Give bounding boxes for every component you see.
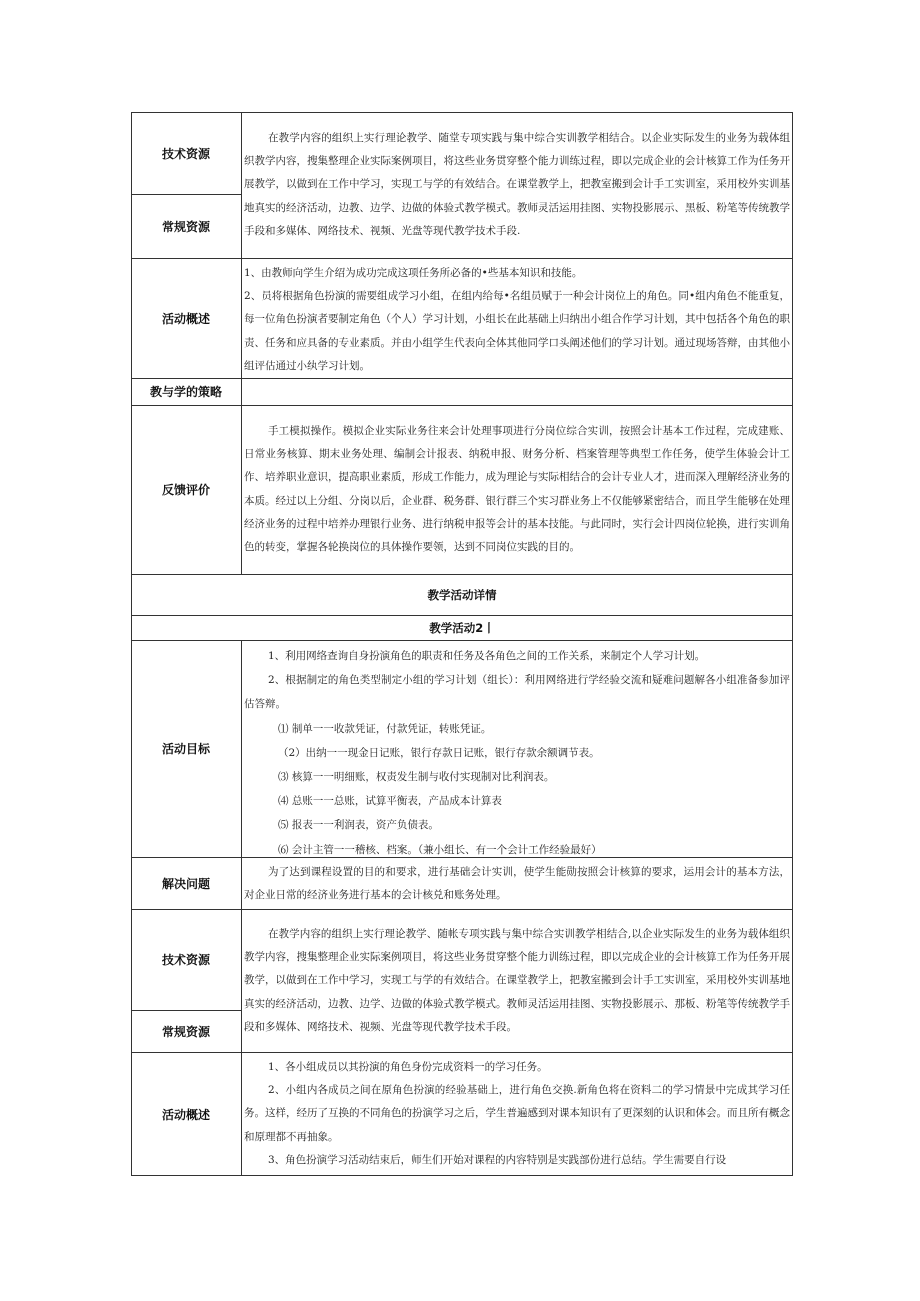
label-activity-overview: 活动概述 <box>161 311 210 326</box>
overview-item: 1、各小组成员以其扮演的角色身份完成资料一的学习任务。 <box>268 1061 548 1073</box>
overview-item: 3、角色扮演学习活动结束后，师生们开始对课程的内容特别是实践部份进行总结。学生需要自行设 <box>268 1153 727 1166</box>
solve-problem-text: 为了达到课程设置的目的和要求，进行基础会计实训，使学生能勋按照会计核算的要求，运用会计的基本方法，对企业日常的经济业务进行基本的会计核兑和账务处理。 <box>244 866 790 902</box>
resources-text: 在教学内容的组织上实行理论教学、随堂专项实践与集中综合实训教学相结合。以企业实际发生的业务为载体组织教学内容，搜集整理企业实际案例项目，将这些业务贯穿整个能力训练过程，即以完成企业的会计核算工作为任务开展教学，以做到在工作中学习，实现工与学的有效结合。在课堂教学上，把教室搬到会计手工实训室，采用校外实训基地真实的经济活动，边教、边学、边做的体验式教学模式。教师灵活运用挂图、实物投影展示、黑板、粉笔等传统教学手段和多媒体、网络技术、视频、光盘等现代教学技术手段. <box>244 132 790 237</box>
activity-goal-text <box>242 644 793 862</box>
activity-overview-text <box>242 262 793 378</box>
label-conventional-resources: 常规资源 <box>161 219 210 234</box>
goal-subitem: （2）出纳一一现金日记账，银行存款日记账，银行存款余额调节表。 <box>278 746 600 759</box>
overview-item: 1、由教师向学生介绍为成功完成这项任务所必备的•些基本知识和技能。 <box>244 267 583 279</box>
goal-item: 1、利用网络查询自身扮演角色的职责和任务及各角色之间的工作关系，来制定个人学习计划。 <box>268 650 706 662</box>
details-title: 教学活动详情 <box>427 587 497 602</box>
goal-subitem: ⑶ 核算一一明细账，权责发生制与收付实现制对比利润表。 <box>278 771 555 784</box>
label-solve-problem: 解决问题 <box>161 876 210 891</box>
resources-text-2: 在教学内容的组织上实行理论教学、随帐专项实践与集中综合实训教学相结合,以企业实际发生的业务为载体组织教学内容，搜集整理企业实际案例项目，将这些业务贯穿整个能力训练过程，即以完成企业的会计核算工作为任务开展教学，以做到在工作中学习，实现工与学的有效结合。在课堂教学上，把教室搬到会计手工实训室，采用校外实训基地真实的经济活动，边教、边学、边做的体验式教学模式。教师灵活运用挂图、实物投影展示、那板、粉笔等传统教学手段和多媒体、网络技术、视频、光盘等现代教学技术手段。 <box>244 928 790 1033</box>
activity2-title: 教学活动2丨 <box>429 620 495 635</box>
activity-overview-text-2 <box>242 1056 793 1172</box>
lesson-table <box>131 112 793 1176</box>
goal-subitem: ⑴ 制单一一收款凭证，付款凭证，转账凭证。 <box>278 722 492 735</box>
label-activity-goal: 活动目标 <box>161 742 210 756</box>
overview-item: 2、小组内各成员之间在原角色扮演的经验基础上，进行角色交换.新角色将在资料二的学习情景中完成其学习任务。这样，经历了互换的不同角色的扮演学习之后，学生普遍感到对课本知识有了更深刻的认识和体会。而且所有概念和原理都不再抽象。 <box>244 1084 790 1143</box>
label-feedback: 反馈评价 <box>161 483 210 497</box>
feedback-text: 手工模拟操作。模拟企业实际业务往来会计处理事项进行分岗位综合实训，按照会计基本工作过程，完成建账、日常业务核算、期末业务处理、编制会计报表、纳税申报、财务分析、档案管理等典型工作任务，使学生体验会计工作、培养职业意识，提高职业素质，形成工作能力，成为理论与实际相结合的会计专业人才，进而深入理解经济业务的本质。经过以上分组、分岗以后，企业群、税务群、银行群三个实习群业务上不仅能够紧密结合，而且学生能够在处理经济业务的过程中培养办理银行业务、进行纳税申报等会计的基本技能。与此同时，实行会计四岗位轮换，进行实训角色的转变，掌握各轮换岗位的具体操作要领，达到不同岗位实践的目的。 <box>244 425 790 554</box>
goal-item: 2、根据制定的角色类型制定小组的学习计划（组长）：利用网络进行学经验交流和疑难问题解各小组准备参加评估答辩。 <box>244 674 790 711</box>
goal-subitem: ⑷ 总账一一总账，试算平衡表，产品成本计算表 <box>278 795 502 808</box>
label-teaching-strategy: 教与学的策略 <box>149 385 222 399</box>
label-tech-resources-2: 技术资源 <box>161 953 210 967</box>
label-conventional-resources-2: 常规资源 <box>161 1024 210 1039</box>
goal-subitem: ⑸ 报表一一利润表，资产负债表。 <box>278 819 439 832</box>
label-tech-resources: 技术资源 <box>161 146 210 161</box>
overview-item: 2、员将根据角色扮演的需要组成学习小组，在组内给每•名组员赋于一种会计岗位上的角色。同•组内角色不能重复，每一位角色扮演者要制定角色（个人）学习计划，小组长在此基础上归纳出小组合作学习计划，其中包括各个角色的职责、任务和应具备的专业素质。并由小组学生代表向全体其他同学口头阐述他们的学习计划。通过现场答辩，由其他小组评估通过小纨学习计划。 <box>244 290 790 372</box>
label-activity-overview-2: 活动概述 <box>161 1107 210 1122</box>
goal-subitem: ⑹ 会计主管一一稽核、档案。（兼小组长、有一个会计工作经验最好） <box>278 843 602 856</box>
